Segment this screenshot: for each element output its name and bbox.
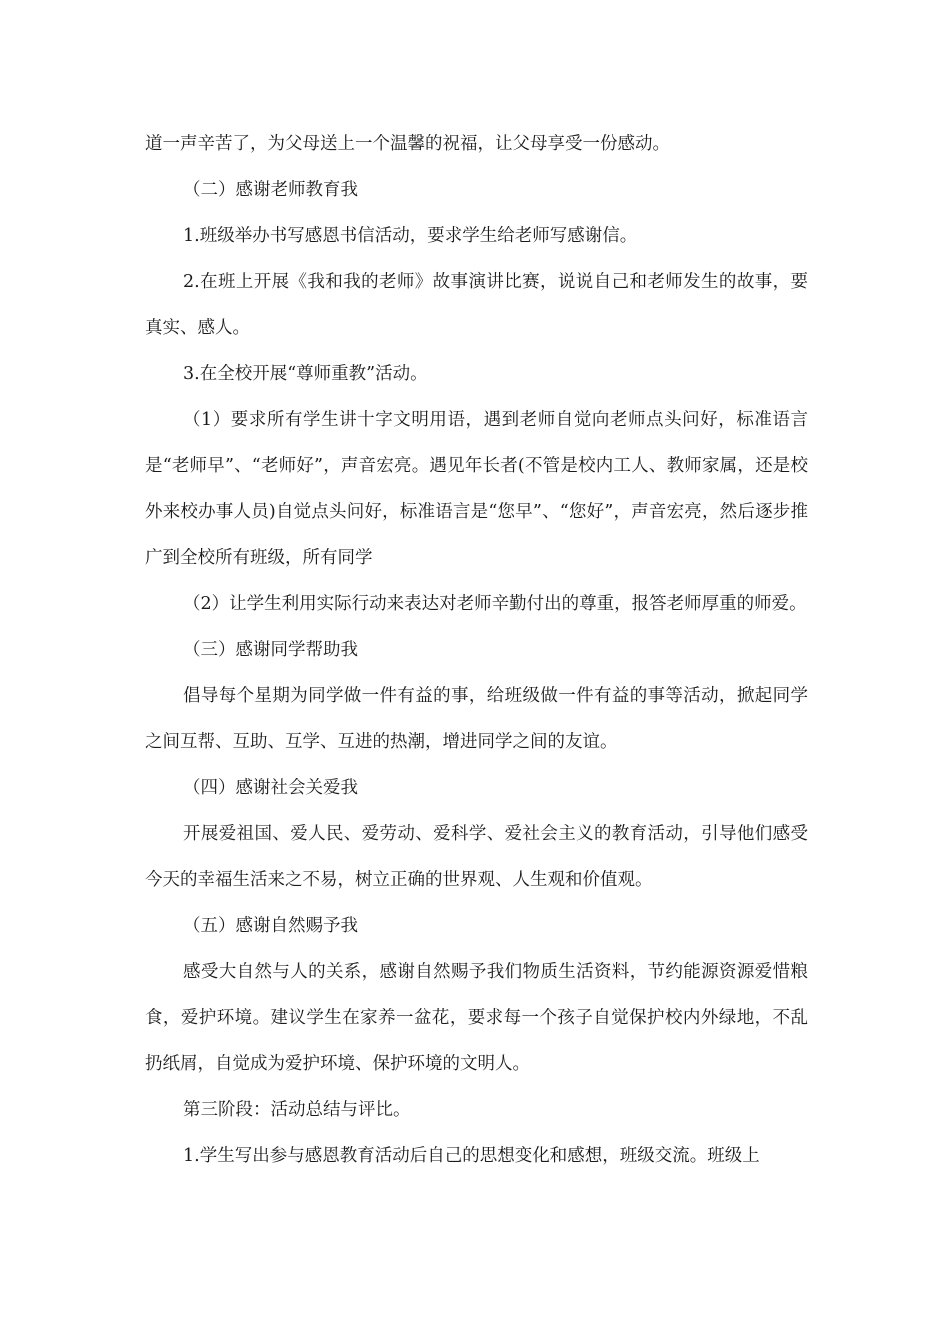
paragraph-respect-teachers: 3.在全校开展“尊师重教”活动。 [183, 364, 428, 384]
paragraph-civil-language: （1）要求所有学生讲十字文明用语，遇到老师自觉向老师点头问好，标准语言是“老师早”、“老师好”，声音宏亮。遇见年长者(不管是校内工人、教师家属，还是校外来校办事人员)自觉点头问好，标准语言是“您早”、“您好”，声音宏亮，然后逐步推广到全校所有班级，所有同学 [145, 410, 808, 568]
paragraph-help-classmates: 倡导每个星期为同学做一件有益的事，给班级做一件有益的事等活动，掀起同学之间互帮、互助、互学、互进的热潮，增进同学之间的友谊。 [145, 686, 808, 752]
document-body [145, 121, 808, 1179]
paragraph-repay-teachers: （2）让学生利用实际行动来表达对老师辛勤付出的尊重，报答老师厚重的师爱。 [183, 594, 807, 614]
paragraph-nature-environment: 感受大自然与人的关系，感谢自然赐予我们物质生活资料，节约能源资源爱惜粮食，爱护环境。建议学生在家养一盆花，要求每一个孩子自觉保护校内外绿地，不乱扔纸屑，自觉成为爱护环境、保护环境的文明人。 [145, 962, 808, 1074]
paragraph-summary-reflection: 1.学生写出参与感恩教育活动后自己的思想变化和感想，班级交流。班级上 [183, 1146, 760, 1166]
section-heading-society: （四）感谢社会关爱我 [183, 778, 358, 798]
section-heading-teacher: （二）感谢老师教育我 [183, 180, 358, 200]
section-heading-stage-three: 第三阶段：活动总结与评比。 [183, 1100, 411, 1120]
paragraph-letter-activity: 1.班级举办书写感恩书信活动，要求学生给老师写感谢信。 [183, 226, 638, 246]
paragraph-society-education: 开展爱祖国、爱人民、爱劳动、爱科学、爱社会主义的教育活动，引导他们感受今天的幸福生活来之不易，树立正确的世界观、人生观和价值观。 [145, 824, 808, 890]
paragraph-continuation: 道一声辛苦了，为父母送上一个温馨的祝福，让父母享受一份感动。 [145, 134, 670, 154]
section-heading-classmates: （三）感谢同学帮助我 [183, 640, 358, 660]
section-heading-nature: （五）感谢自然赐予我 [183, 916, 358, 936]
paragraph-speech-contest: 2.在班上开展《我和我的老师》故事演讲比赛，说说自己和老师发生的故事，要真实、感人。 [145, 272, 808, 338]
